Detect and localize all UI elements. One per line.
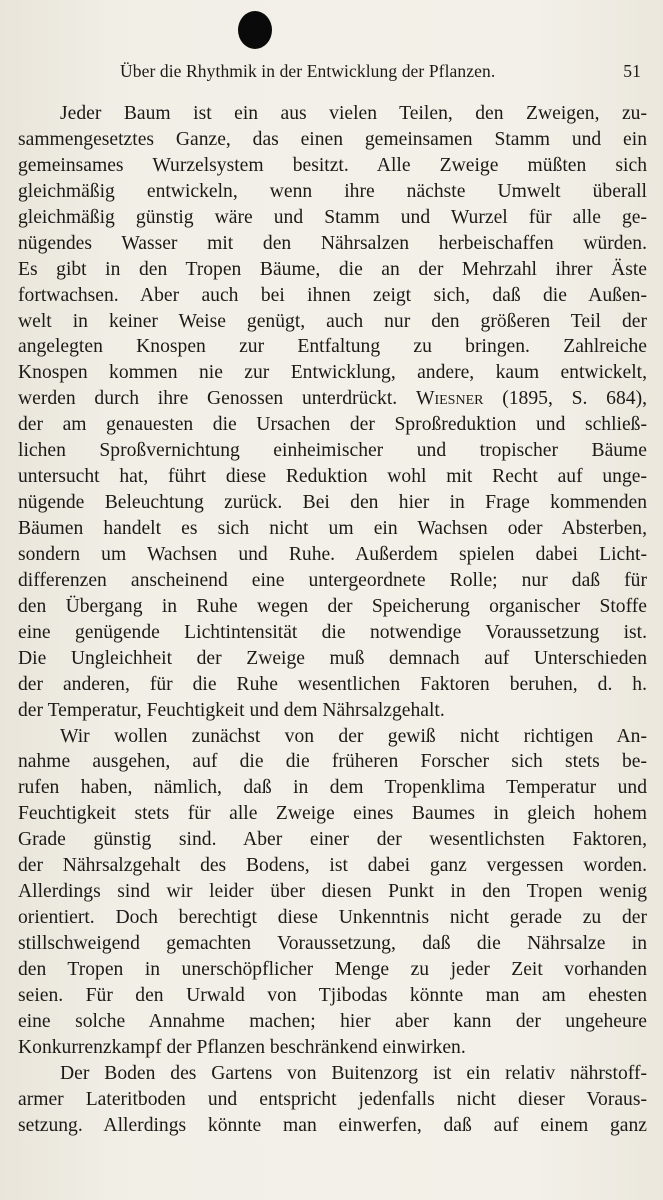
text-line: Konkurrenzkampf der Pflanzen beschränkend einwirken.	[18, 1036, 466, 1058]
text-line: gleichmäßig entwickeln, wenn ihre nächste Umwelt überall	[18, 180, 647, 202]
text-line: angelegten Knospen zur Entfaltung zu bringen. Zahlreiche	[18, 336, 647, 358]
author-citation: Wiesner	[415, 388, 484, 410]
text-line-with-citation	[18, 386, 647, 412]
text-line: orientiert. Doch berechtigt diese Unkenntnis nicht gerade zu der	[18, 907, 647, 929]
text-line: seien. Für den Urwald von Tjibodas könnte man am ehesten	[18, 984, 647, 1006]
text-line: sondern um Wachsen und Ruhe. Außerdem spielen dabei Licht-	[18, 543, 647, 565]
text-line: der anderen, für die Ruhe wesentlichen Faktoren beruhen, d. h.	[18, 673, 647, 695]
text-line: fortwachsen. Aber auch bei ihnen zeigt sich, daß die Außen-	[18, 284, 647, 306]
running-header	[40, 61, 645, 87]
text-line: rufen haben, nämlich, daß in dem Tropenklima Temperatur und	[18, 777, 647, 799]
text-line: Bäumen handelt es sich nicht um ein Wachsen oder Absterben,	[18, 518, 647, 539]
citation-year-page: (1895, S. 684),	[483, 388, 647, 410]
text-line: nahme ausgehen, auf die die früheren Forscher sich stets be-	[18, 751, 647, 773]
line-text-before-citation: werden durch ihre Genossen unterdrückt.	[18, 388, 416, 410]
page-number: 51	[623, 61, 641, 81]
text-line: Die Ungleichheit der Zweige muß demnach auf Unterschieden	[18, 647, 647, 669]
text-line: eine genügende Lichtintensität die notwendige Voraussetzung ist.	[18, 621, 647, 643]
text-line: setzung. Allerdings könnte man einwerfen, daß auf einem ganz	[18, 1114, 647, 1136]
text-line: der Nährsalzgehalt des Bodens, ist dabei ganz vergessen worden.	[18, 855, 647, 877]
text-line: Jeder Baum ist ein aus vielen Teilen, den Zweigen, zu-	[60, 103, 647, 124]
text-line: der Temperatur, Feuchtigkeit und dem Nährsalzgehalt.	[18, 699, 445, 721]
running-title: Über die Rhythmik in der Entwicklung der Pflanzen.	[120, 61, 496, 81]
text-line: welt in keiner Weise genügt, auch nur den größeren Teil der	[18, 310, 647, 332]
text-line: nügendes Wasser mit den Nährsalzen herbeischaffen würden.	[18, 232, 647, 254]
paragraph-2	[18, 724, 647, 1061]
paragraph-1	[18, 101, 647, 724]
body-text	[18, 101, 647, 1139]
text-line: gemeinsames Wurzelsystem besitzt. Alle Zweige müßten sich	[18, 154, 647, 176]
text-line: armer Lateritboden und entspricht jedenfalls nicht dieser Voraus-	[18, 1088, 647, 1110]
text-line: Feuchtigkeit stets für alle Zweige eines Baumes in gleich hohem	[18, 803, 647, 825]
text-line: der am genauesten die Ursachen der Sproßreduktion und schließ-	[18, 414, 647, 436]
text-line: Knospen kommen nie zur Entwicklung, andere, kaum entwickelt,	[18, 362, 647, 384]
text-line: den Übergang in Ruhe wegen der Speicherung organischer Stoffe	[18, 595, 647, 617]
text-line: eine solche Annahme machen; hier aber kann der ungeheure	[18, 1010, 647, 1032]
text-line: Es gibt in den Tropen Bäume, die an der Mehrzahl ihrer Äste	[18, 258, 647, 280]
text-line: nügende Beleuchtung zurück. Bei den hier in Frage kommenden	[18, 492, 647, 514]
text-line: sammengesetztes Ganze, das einen gemeinsamen Stamm und ein	[18, 128, 647, 150]
text-line: Wir wollen zunächst von der gewiß nicht richtigen An-	[60, 725, 647, 747]
text-line: stillschweigend gemachten Voraussetzung, daß die Nährsalze in	[18, 933, 647, 954]
text-line: untersucht hat, führt diese Reduktion wohl mit Recht auf unge-	[18, 466, 647, 488]
text-line: gleichmäßig günstig wäre und Stamm und Wurzel für alle ge-	[18, 206, 647, 228]
text-line: lichen Sproßvernichtung einheimischer und tropischer Bäume	[18, 440, 647, 462]
text-line: den Tropen in unerschöpflicher Menge zu jeder Zeit vorhanden	[18, 958, 647, 980]
text-line: Der Boden des Gartens von Buitenzorg ist ein relativ nährstoff-	[60, 1062, 647, 1084]
text-line: Grade günstig sind. Aber einer der wesentlichsten Faktoren,	[18, 829, 647, 851]
punch-hole-mark	[238, 11, 272, 49]
text-line: Allerdings sind wir leider über diesen Punkt in den Tropen wenig	[18, 881, 647, 903]
text-line: differenzen anscheinend eine untergeordnete Rolle; nur daß für	[18, 569, 647, 591]
paragraph-3	[18, 1061, 647, 1139]
